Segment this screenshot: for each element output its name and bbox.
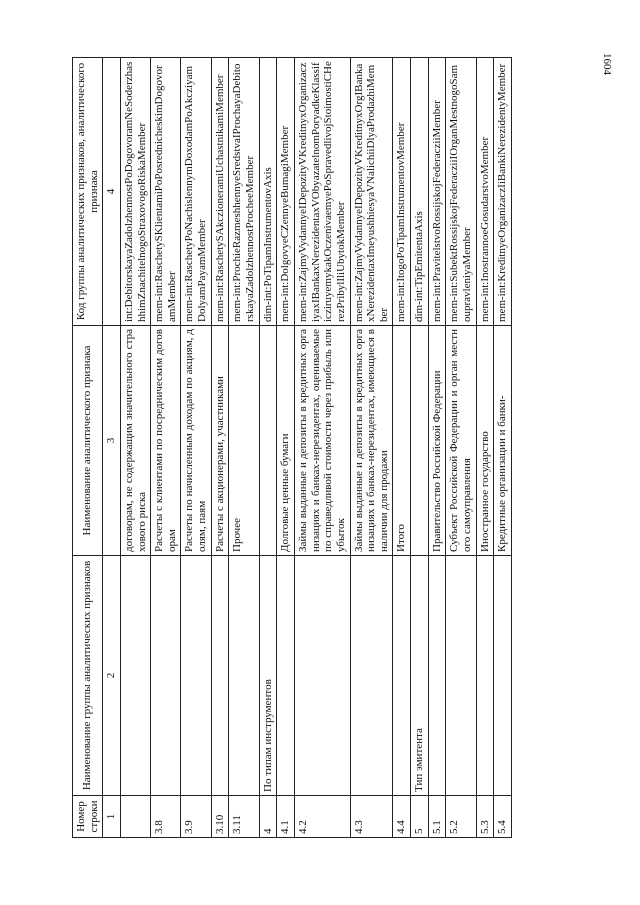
- group-name: [494, 556, 512, 796]
- row-number: [120, 796, 150, 838]
- feature-code: mem-int:RaschetySAkczioneramiUchastnikamiMember: [211, 58, 229, 326]
- group-name: [151, 556, 181, 796]
- row-number: 3.8: [151, 796, 181, 838]
- page-number: 1604: [601, 53, 613, 75]
- row-number: 5.3: [476, 796, 494, 838]
- feature-name: Иностранное государство: [476, 326, 494, 556]
- row-number: 4: [259, 796, 277, 838]
- group-name: [350, 556, 393, 796]
- feature-name: [411, 326, 429, 556]
- feature-code: mem-int:DolgovyeCZennyeBumagiMember: [277, 58, 295, 326]
- feature-code: mem-int:ProchieRazmeshhennyeSredstvaIProchayaDebitorskayaZadolzhennostProcheeMember: [229, 58, 259, 326]
- header-feature-name: Наименование аналитического признака: [73, 326, 103, 556]
- group-name: [211, 556, 229, 796]
- feature-name: Займы выданные и депозиты в кредитных организациях и банках-нерезидентах, имеющиеся в наличии для продажи: [350, 326, 393, 556]
- group-name: [294, 556, 350, 796]
- feature-name: Итого: [393, 326, 411, 556]
- header-row-number: Номер строки: [73, 796, 103, 838]
- row-number: 3.11: [229, 796, 259, 838]
- feature-name: Долговые ценные бумаги: [277, 326, 295, 556]
- row-number: 4.3: [350, 796, 393, 838]
- table-header-row: [73, 58, 103, 838]
- row-number: 3.10: [211, 796, 229, 838]
- group-name: По типам инструментов: [259, 556, 277, 796]
- row-number: 3.9: [181, 796, 211, 838]
- header-code: Код группы аналитических признаков, аналитического признака: [73, 58, 103, 326]
- group-name: Тип эмитента: [411, 556, 429, 796]
- feature-name: Расчеты по начисленным доходам по акциям, долям, паям: [181, 326, 211, 556]
- group-name: [181, 556, 211, 796]
- table-row: [151, 58, 181, 838]
- table-row: [120, 58, 150, 838]
- section-row: [411, 58, 429, 838]
- feature-name: Кредитные организации и банки-: [494, 326, 512, 556]
- feature-name: договорам, не содержащим значительного страхового риска: [120, 326, 150, 556]
- feature-name: Расчеты с акционерами, участниками: [211, 326, 229, 556]
- table-row: [294, 58, 350, 838]
- feature-code: mem-int:PravitelstvoRossijskojFederacziiMember: [428, 58, 446, 326]
- feature-code: dim-int:PoTipamInstrumentovAxis: [259, 58, 277, 326]
- column-number: 4: [103, 58, 121, 326]
- feature-code: mem-int:KreditnyeOrganizaczIiBankiNerezidentyMember: [494, 58, 512, 326]
- column-number: 1: [103, 796, 121, 838]
- group-name: [428, 556, 446, 796]
- table-row: [476, 58, 494, 838]
- column-number-row: [103, 58, 121, 838]
- column-number: 3: [103, 326, 121, 556]
- table-row: [211, 58, 229, 838]
- analytic-features-table: [72, 57, 512, 838]
- group-name: [277, 556, 295, 796]
- feature-code: mem-int:RaschetyPoNachislennymDoxodamPoAkcziyamDolyamPayamMember: [181, 58, 211, 326]
- table-row: [277, 58, 295, 838]
- group-name: [393, 556, 411, 796]
- row-number: 5.1: [428, 796, 446, 838]
- feature-name: Расчеты с клиентами по посредническим договорам: [151, 326, 181, 556]
- header-group-name: Наименование группы аналитических признаков: [73, 556, 103, 796]
- table-row: [181, 58, 211, 838]
- section-row: [259, 58, 277, 838]
- feature-code: mem-int:SubektRossijskojFederacziiIOrganMestnogoSamoupravleniyaMember: [446, 58, 476, 326]
- feature-code: mem-int:ZajmyVydannyeIDepozityVKreditnyxOrganizacziyaxIBankaxNerezidentaxVObyazatelnomPoryadkeKlassificziruyemykakOczenivaemyePoSpravedlivojStoimostiCHerezPribylIliUbytokMember: [294, 58, 350, 326]
- feature-name: Займы выданные и депозиты в кредитных организациях и банках-нерезидентах, оцениваемые по справедливой стоимости через прибыль или убыток: [294, 326, 350, 556]
- feature-name: Прочее: [229, 326, 259, 556]
- feature-code: mem-int:RaschetySKlientamiPoPosrednicheskimDogovoramMember: [151, 58, 181, 326]
- feature-code: int:DebitorskayaZadolzhennostPoDogovoramNeSoderzhashhimZnachitelnogoStraxovogoRiskaMember: [120, 58, 150, 326]
- row-number: 4.2: [294, 796, 350, 838]
- column-number: 2: [103, 556, 121, 796]
- group-name: [120, 556, 150, 796]
- rotated-page-content: [72, 58, 592, 838]
- feature-code: mem-int:ItogoPoTipamInstrumentovMember: [393, 58, 411, 326]
- row-number: 5: [411, 796, 429, 838]
- feature-name: Субъект Российской Федерации и орган местного самоуправления: [446, 326, 476, 556]
- row-number: 5.2: [446, 796, 476, 838]
- table-row: [446, 58, 476, 838]
- table-row: [229, 58, 259, 838]
- row-number: 4.1: [277, 796, 295, 838]
- group-name: [476, 556, 494, 796]
- table-row: [494, 58, 512, 838]
- table-row: [428, 58, 446, 838]
- group-name: [229, 556, 259, 796]
- feature-code: dim-int:TipEmitentaAxis: [411, 58, 429, 326]
- feature-code: mem-int:InostrannoeGosudarstvoMember: [476, 58, 494, 326]
- row-number: 4.4: [393, 796, 411, 838]
- table-row: [393, 58, 411, 838]
- group-name: [446, 556, 476, 796]
- feature-code: mem-int:ZajmyVydannyeIDepozityVKreditnyxOrgIBankaxNerezidentaxImeyushhiesyaVNalichiiDlyaProdazhiMember: [350, 58, 393, 326]
- feature-name: Правительство Российской Федерации: [428, 326, 446, 556]
- table-row: [350, 58, 393, 838]
- feature-name: [259, 326, 277, 556]
- row-number: 5.4: [494, 796, 512, 838]
